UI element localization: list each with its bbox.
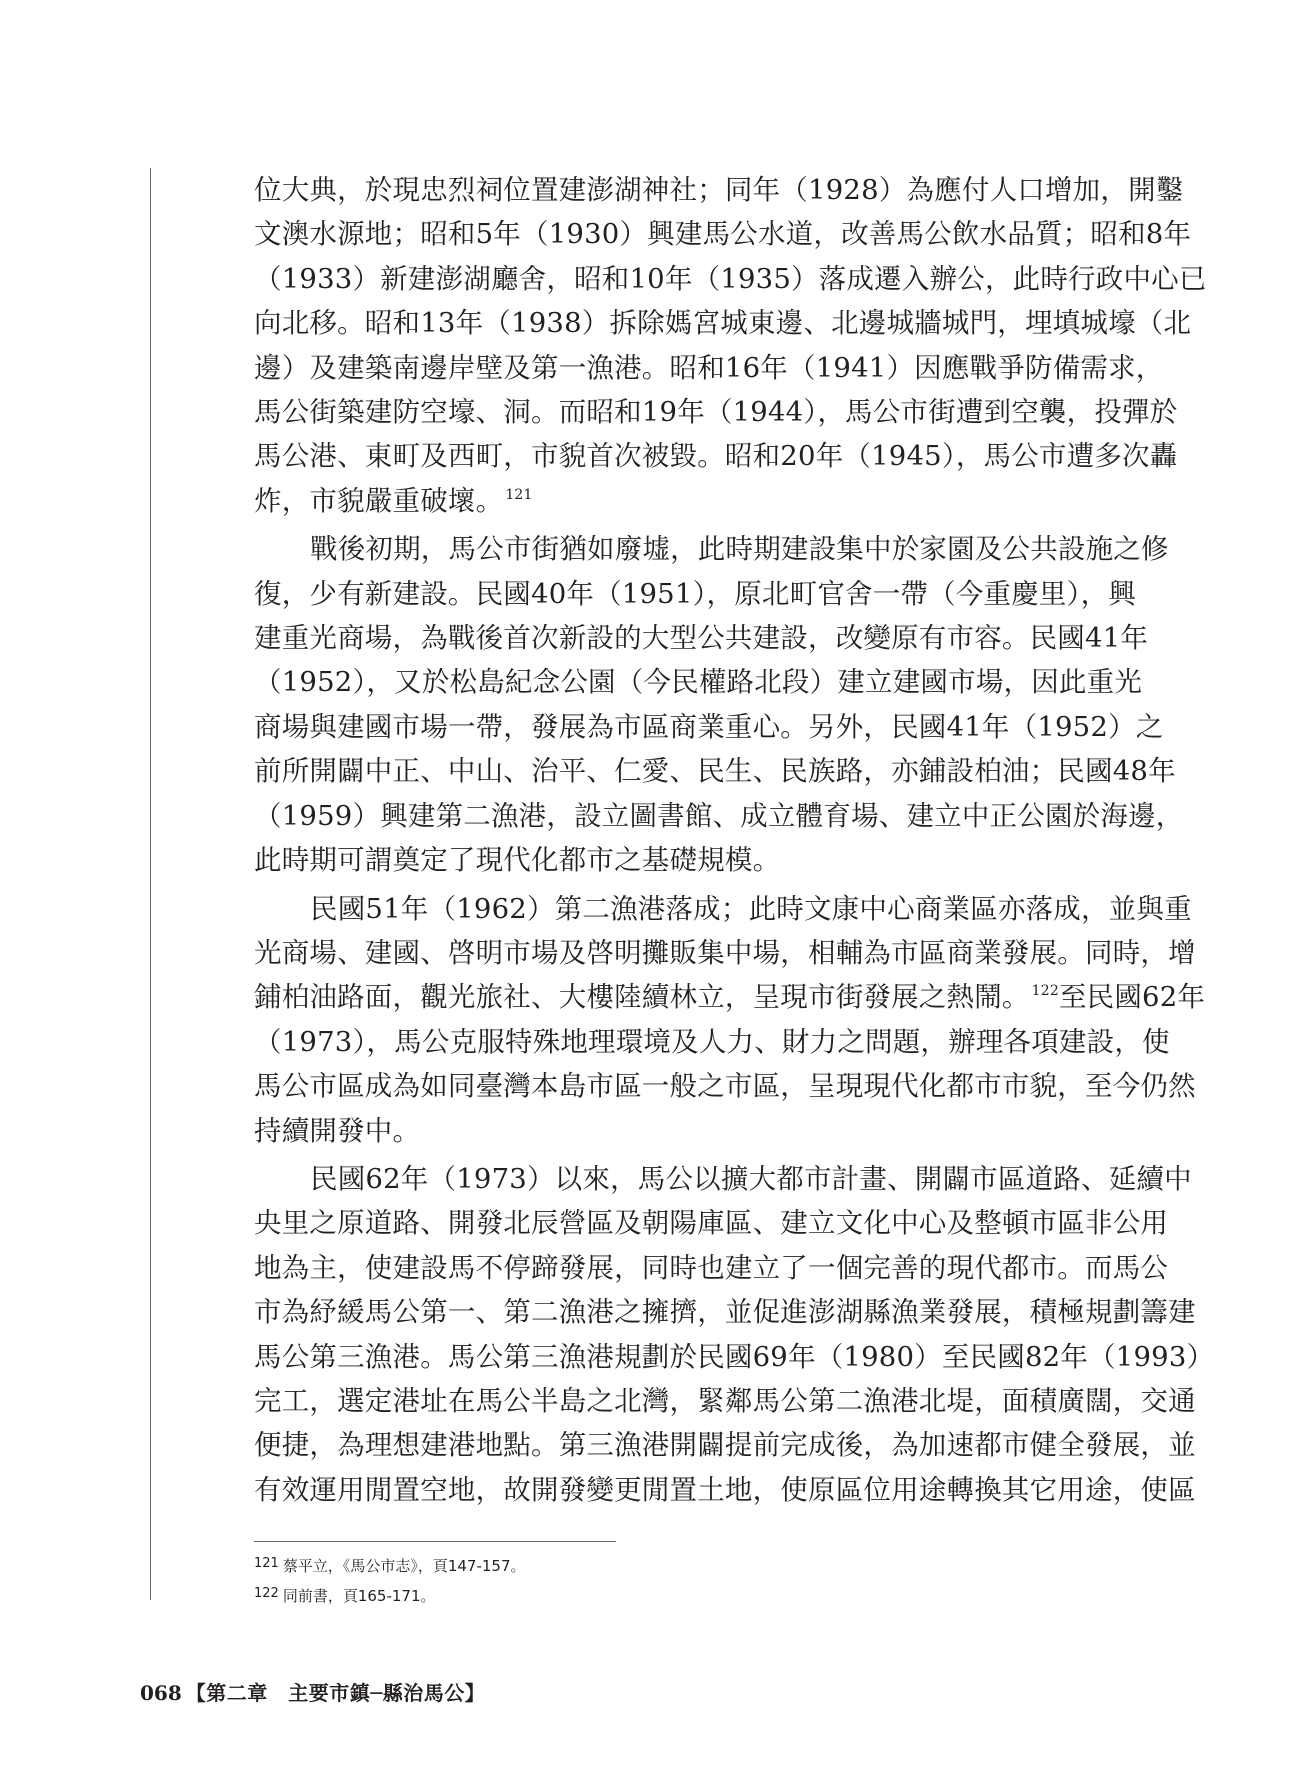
body-text	[254, 168, 1215, 1512]
footnote-marker[interactable]: 122	[1031, 983, 1059, 1000]
text-line: （1952），又於松島紀念公園（今民權路北段）建立建國市場，因此重光	[254, 666, 1143, 699]
text-line: 央里之原道路、開發北辰營區及朝陽庫區、建立文化中心及整頓市區非公用	[254, 1207, 1169, 1240]
text-line: 民國51年（1962）第二漁港落成；此時文康中心商業區亦落成，並與重	[310, 892, 1192, 925]
text-line: 地為主，使建設馬不停蹄發展，同時也建立了一個完善的現代都市。而馬公	[254, 1251, 1169, 1284]
text-line: 復，少有新建設。民國40年（1951），原北町官舍一帶（今重慶里），興	[254, 577, 1136, 610]
text-line: 有效運用閒置空地，故開發變更閒置土地，使原區位用途轉換其它用途，使區	[254, 1473, 1196, 1506]
text-segment: 鋪柏油路面，觀光旅社、大樓陸續林立，呈現市街發展之熱鬧。	[254, 981, 1030, 1014]
text-line: 前所開闢中正、中山、治平、仁愛、民生、民族路，亦鋪設柏油；民國48年	[254, 755, 1176, 788]
text-line: 馬公第三漁港。馬公第三漁港規劃於民國69年（1980）至民國82年（1993）	[254, 1340, 1215, 1373]
footnote-121	[254, 1550, 526, 1580]
margin-rule	[150, 168, 151, 1600]
text-line: 光商場、建國、啓明市場及啓明攤販集中場，相輔為市區商業發展。同時，增	[254, 936, 1196, 969]
footnotes	[254, 1550, 526, 1610]
text-segment: 至民國62年	[1058, 981, 1206, 1014]
text-segment: 炸，市貌嚴重破壞。	[254, 484, 504, 517]
footnote-number: 122	[254, 1586, 279, 1601]
text-line: 完工，選定港址在馬公半島之北灣，緊鄰馬公第二漁港北堤，面積廣闊，交通	[254, 1384, 1196, 1417]
footnote-divider	[254, 1541, 616, 1542]
footnote-text: 蔡平立，《馬公市志》，頁147-157。	[282, 1557, 526, 1575]
text-line-with-footnote	[254, 975, 1206, 1019]
footnote-text: 同前書，頁165-171。	[282, 1587, 436, 1605]
text-line: 邊）及建築南邊岸壁及第一漁港。昭和16年（1941）因應戰爭防備需求，	[254, 351, 1164, 384]
footnote-122	[254, 1580, 526, 1610]
paragraph-3	[254, 887, 1206, 1153]
text-line: 此時期可謂奠定了現代化都市之基礎規模。	[254, 844, 781, 877]
text-line: 戰後初期，馬公市街猶如廢墟，此時期建設集中於家園及公共設施之修	[310, 533, 1169, 566]
text-line: （1973），馬公克服特殊地理環境及人力、財力之問題，辦理各項建設，使	[254, 1025, 1170, 1058]
text-line: （1933）新建澎湖廳舍，昭和10年（1935）落成遷入辦公，此時行政中心已	[254, 262, 1207, 295]
text-line: 位大典，於現忠烈祠位置建澎湖神社；同年（1928）為應付人口增加，開鑿	[254, 174, 1184, 206]
text-line: 馬公市區成為如同臺灣本島市區一般之市區，呈現現代化都市市貌，至今仍然	[254, 1070, 1196, 1103]
footnote-marker[interactable]: 121	[505, 486, 533, 503]
paragraph-4	[254, 1157, 1215, 1512]
text-line: 市為紓緩馬公第一、第二漁港之擁擠，並促進澎湖縣漁業發展，積極規劃籌建	[254, 1296, 1196, 1329]
page-number: 068	[140, 1681, 182, 1705]
text-line: 建重光商場，為戰後首次新設的大型公共建設，改變原有市容。民國41年	[254, 622, 1149, 655]
text-line: 民國62年（1973）以來，馬公以擴大都市計畫、開闢市區道路、延續中	[310, 1162, 1192, 1195]
chapter-title: 【第二章 主要市鎮─縣治馬公】	[185, 1681, 486, 1705]
text-line: 商場與建國市場一帶，發展為市區商業重心。另外，民國41年（1952）之	[254, 710, 1164, 743]
text-line: 便捷，為理想建港地點。第三漁港開闢提前完成後，為加速都市健全發展，並	[254, 1429, 1196, 1462]
text-line: 馬公街築建防空壕、洞。而昭和19年（1944），馬公市街遭到空襲，投彈於	[254, 396, 1178, 429]
text-line: 馬公港、東町及西町，市貌首次被毀。昭和20年（1945），馬公市遭多次轟	[254, 440, 1178, 473]
footnote-number: 121	[254, 1556, 279, 1571]
text-line-with-footnote	[254, 479, 1134, 523]
paragraph-1	[254, 168, 1207, 523]
text-line: （1959）興建第二漁港，設立圖書館、成立體育場、建立中正公園於海邊，	[254, 799, 1184, 832]
paragraph-2	[254, 527, 1184, 882]
running-footer	[140, 1677, 485, 1706]
text-line: 向北移。昭和13年（1938）拆除媽宮城東邊、北邊城牆城門，埋填城壕（北	[254, 307, 1192, 340]
text-line: 持續開發中。	[254, 1114, 421, 1147]
text-line: 文澳水源地；昭和5年（1930）興建馬公水道，改善馬公飲水品質；昭和8年	[254, 218, 1192, 251]
